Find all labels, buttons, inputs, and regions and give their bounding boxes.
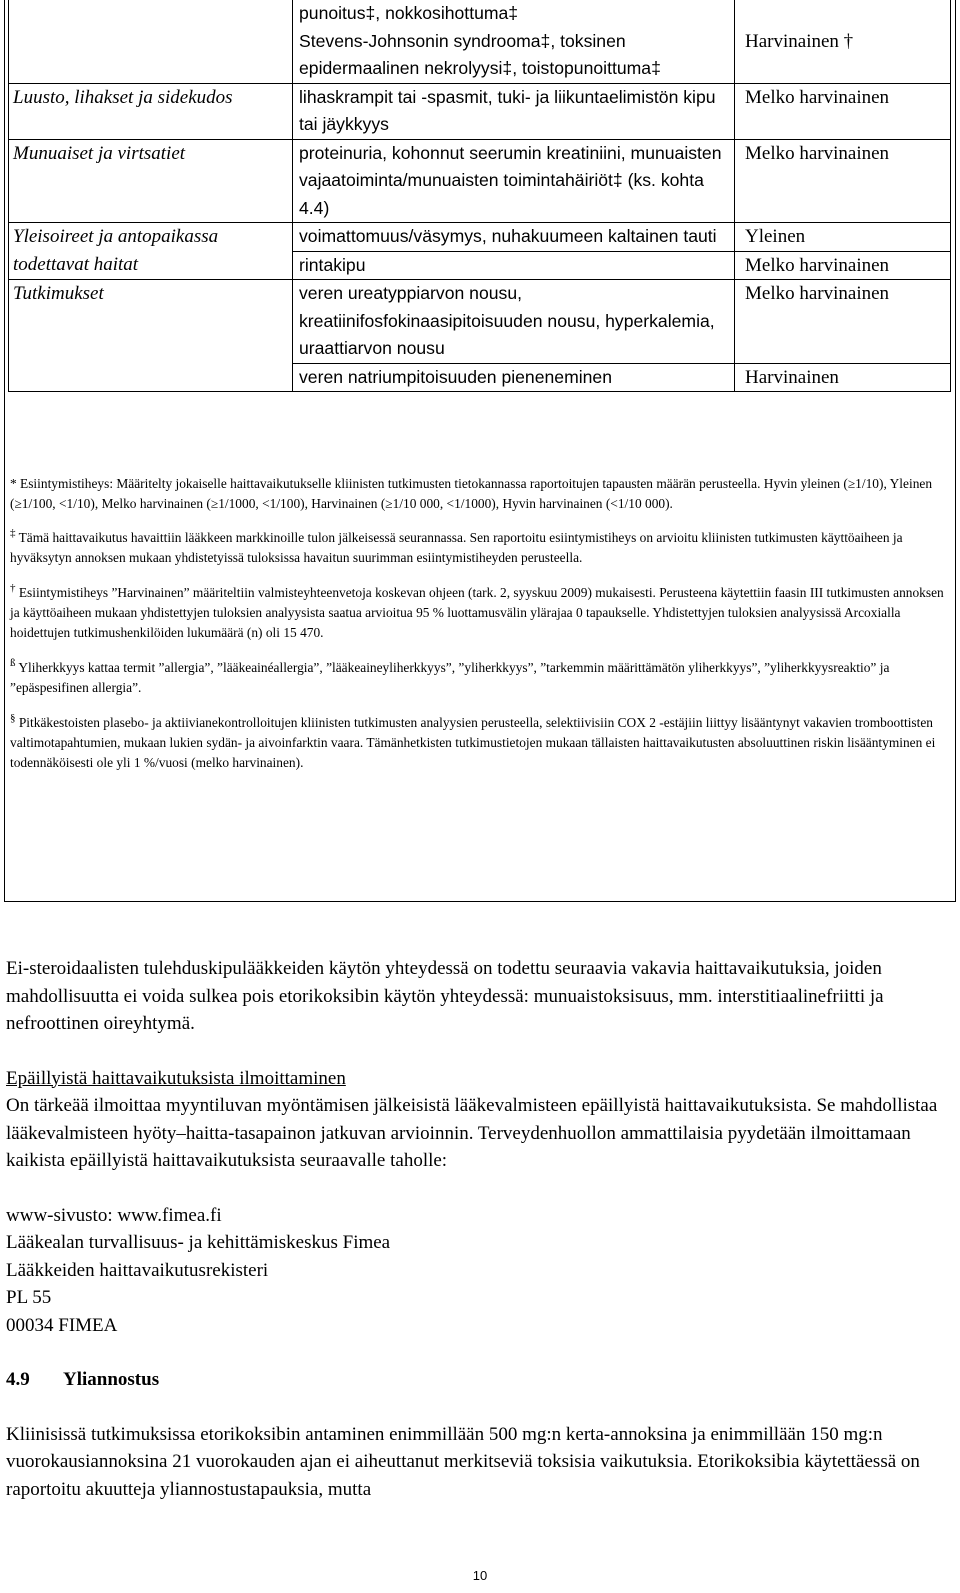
- footnote-frequency: * Esiintymistiheys: Määritelty jokaiselle haittavaikutukselle kliinisten tutkimusten tietokannassa raportoitujen tapausten määrän perusteella. Hyvin yleinen (≥1/10), Yleinen (≥1/100, <1/10), Melko harvinainen (≥1/1000, <1/100), Harvinainen (≥1/10 000, <1/1000), Hyvin harvinainen (<1/10 000).: [10, 476, 933, 511]
- table-row: [9, 223, 951, 252]
- footnote-text: Esiintymistiheys ”Harvinainen” määriteltiin valmisteyhteenvetoja koskevan ohjeen (tark. 2, syyskuu 2009) mukaisesti. Perusteena käytettiin faasin III tutkimusten annoksen ja käyttöaiheen mukaan yhdistettyjen tuloksien analyysista saatua arvioitua 95 % luottamusvälin ylärajaa 0 tapaukselle. Yhdistettyjen tuloksien analyysissä Arcoxialla hoidettujen tutkimushenkilöiden lukumäärä (n) oli 15 470.: [10, 585, 944, 640]
- organ-cell: Luusto, lihakset ja sidekudos: [9, 83, 293, 139]
- nsaid-paragraph: Ei-steroidaalisten tulehduskipulääkkeiden käytön yhteydessä on todettu seuraavia vakavia haittavaikutuksia, joiden mahdollisuutta ei voida sulkea pois etorikoksibin käytön yhteydessä: munuaistoksisuus, mm. interstitiaalinefriitti ja nefroottinen oireyhtymä.: [6, 958, 884, 1034]
- footnote-mark: §: [10, 712, 16, 724]
- address-line: Lääkkeiden haittavaikutusrekisteri: [6, 1259, 269, 1281]
- organ-cell: [9, 0, 293, 83]
- event-cell: veren ureatyppiarvon nousu, kreatiinifosfokinaasipitoisuuden nousu, hyperkalemia, uraattiarvon nousu: [293, 280, 735, 364]
- event-cell: rintakipu: [293, 251, 735, 280]
- event-cell: [293, 0, 735, 83]
- event-cell: veren natriumpitoisuuden pieneneminen: [293, 363, 735, 392]
- frequency-text: [745, 0, 944, 28]
- footnote-double-dagger: [10, 528, 945, 568]
- table-row: [9, 83, 951, 139]
- footnote-mark: †: [10, 582, 16, 594]
- frequency-cell: [735, 0, 951, 83]
- frequency-cell: Melko harvinainen: [735, 83, 951, 139]
- footnote-beta: [10, 658, 945, 698]
- footnote-text: Yliherkkyys kattaa termit ”allergia”, ”lääkeainéallergia”, ”lääkeaineyliherkkyys”, ”yliherkkyys”, ”tarkemmin määrittämätön yliherkkyys”, ”yliherkkyysreaktio” ja ”epäspesifinen allergia”.: [10, 660, 890, 695]
- overdose-paragraph: Kliinisissä tutkimuksissa etorikoksibin antaminen enimmillään 500 mg:n kerta-annoksina ja enimmillään 150 mg:n vuorokausiannoksina 21 vuorokauden ajan ei aiheuttanut merkitseviä toksisia vaikutuksia. Etorikoksibia käytettäessä on raportoitu akuutteja yliannostustapauksia, mutta: [6, 1423, 920, 1500]
- table-footnotes: [10, 474, 945, 788]
- frequency-cell: Melko harvinainen: [735, 251, 951, 280]
- frequency-cell: Melko harvinainen: [735, 139, 951, 223]
- organ-cell: Tutkimukset: [9, 280, 293, 392]
- footnote-dagger: [10, 583, 945, 643]
- footnote-text: Tämä haittavaikutus havaittiin lääkkeen markkinoille tulon jälkeisessä seurannassa. Sen raportoitu esiintymistiheys on arvioitu kliinisten tutkimusten käyttöaiheen ja hyväksytyn annoksen mukaan yhdistetyissä tuloksissa havaitun suurimman esiintymistiheyden perusteella.: [10, 530, 903, 565]
- section-number: 4.9: [6, 1369, 30, 1390]
- frequency-cell: Melko harvinainen: [735, 280, 951, 364]
- address-line: 00034 FIMEA: [6, 1314, 118, 1336]
- frequency-cell: Harvinainen: [735, 363, 951, 392]
- footnote-text: Pitkäkestoisten plasebo- ja aktiivianekontrolloitujen kliinisten tutkimusten analyysien perusteella, selektiivisiin COX 2 -estäjiin liittyy lisääntynyt vakavien tromboottisten valtimotapahtumien, mukaan lukien sydän- ja aivoinfarktin vaara. Tämänhetkisten tutkimustietojen mukaan tällaisten haittavaikutusten absoluuttinen riskin lisääntyminen ei todennäköisesti ole yli 1 %/vuosi (melko harvinainen).: [10, 715, 936, 770]
- event-cell: lihaskrampit tai -spasmit, tuki- ja liikuntaelimistön kipu tai jäykkyys: [293, 83, 735, 139]
- organ-cell: Munuaiset ja virtsatiet: [9, 139, 293, 223]
- event-cell: voimattomuus/väsymys, nuhakuumeen kaltainen tauti: [293, 223, 735, 252]
- section-heading: [6, 1366, 956, 1394]
- frequency-cell: Yleinen: [735, 223, 951, 252]
- address-line: Lääkealan turvallisuus- ja kehittämiskeskus Fimea: [6, 1232, 391, 1253]
- organ-cell: Yleisoireet ja antopaikassa todettavat haitat: [9, 223, 293, 280]
- event-text: Stevens-Johnsonin syndrooma‡, toksinen epidermaalinen nekrolyysi‡, toistopunoittuma‡: [299, 30, 661, 78]
- table-row: [9, 280, 951, 364]
- reporting-heading: Epäillyistä haittavaikutuksista ilmoittaminen: [6, 1067, 346, 1089]
- table-row: [9, 0, 951, 83]
- footnote-section: [10, 713, 945, 773]
- footnote-mark: ß: [10, 657, 16, 669]
- page-number: 10: [472, 1568, 488, 1583]
- address-line: PL 55: [6, 1287, 52, 1308]
- reporting-paragraph: On tärkeää ilmoittaa myyntiluvan myöntämisen jälkeisistä lääkevalmisteen epäillyistä haittavaikutuksista. Se mahdollistaa lääkevalmisteen hyöty–haitta-tasapainon jatkuvan arvioinnin. Terveydenhuollon ammattilaisia pyydetään ilmoittamaan kaikista epäillyistä haittavaikutuksista seuraavalle taholle:: [6, 1095, 938, 1171]
- table-row: [9, 139, 951, 223]
- address-line: www-sivusto: www.fimea.fi: [6, 1204, 222, 1226]
- section-title: Yliannostus: [63, 1369, 160, 1390]
- body-text: [6, 955, 956, 1503]
- event-text: punoitus‡, nokkosihottuma‡: [299, 3, 519, 23]
- footnote-mark: ‡: [10, 527, 16, 539]
- adverse-effects-table: [8, 0, 951, 392]
- frequency-text: Harvinainen †: [745, 30, 854, 52]
- event-cell: proteinuria, kohonnut seerumin kreatiniini, munuaisten vajaatoiminta/munuaisten toimintahäiriöt‡ (ks. kohta 4.4): [293, 139, 735, 223]
